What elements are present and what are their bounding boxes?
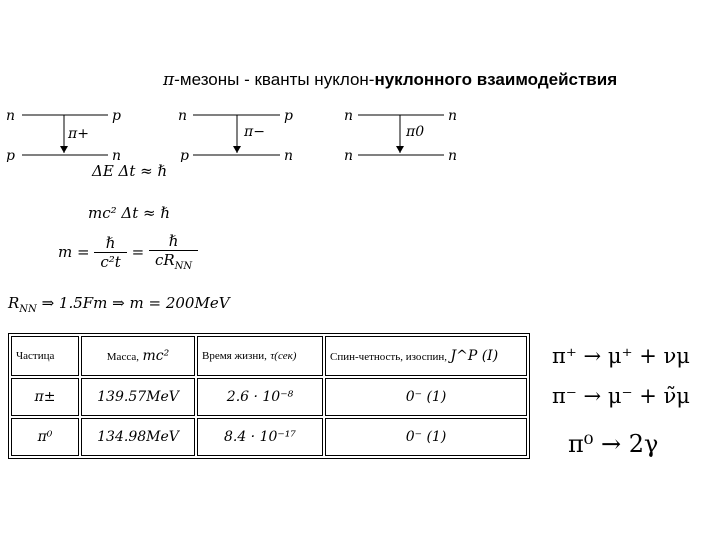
mass-frac2-den-wrap xyxy=(149,250,198,272)
title-bold: нуклонного взаимодействия xyxy=(374,70,618,89)
header-mass-math: mc² xyxy=(142,347,170,364)
diagram-pi-zero xyxy=(344,108,457,162)
diagram3-top-left: n xyxy=(344,108,354,124)
diagram2-exchange: π− xyxy=(244,124,265,140)
header-spin xyxy=(325,336,527,376)
mass-frac1-num: ℏ xyxy=(105,233,116,252)
decay-pi-plus: π⁺ → μ⁺ + νμ xyxy=(552,344,690,368)
table-header-row xyxy=(11,336,527,376)
diagram1-bottom-right: n xyxy=(112,148,122,162)
range-lhs-sub: NN xyxy=(19,304,37,315)
header-spin-text: Спин-четность, изоспин, xyxy=(330,350,447,363)
mass-fraction-1 xyxy=(94,234,126,271)
mass-frac2-den-sub: NN xyxy=(174,261,193,272)
range-lhs: R xyxy=(8,294,20,312)
title-prefix: π- xyxy=(163,70,180,90)
energy-time-equation: mc² Δt ≈ ℏ xyxy=(88,204,171,222)
row1-lifetime: 2.6 · 10⁻⁸ xyxy=(197,378,323,416)
table-row xyxy=(11,418,527,456)
range-equation xyxy=(8,294,230,315)
meson-properties-table xyxy=(8,333,530,459)
diagram1-exchange: π+ xyxy=(68,126,89,142)
diagram3-top-right: n xyxy=(448,108,458,124)
diagram2-top-right: p xyxy=(284,108,293,124)
mass-fraction-2 xyxy=(149,232,198,272)
title-text: мезоны - кванты нуклон- xyxy=(179,70,375,89)
diagram3-bottom-right: n xyxy=(448,148,458,162)
diagram1-bottom-left: p xyxy=(6,148,15,162)
mass-frac2-den: cR xyxy=(154,251,175,269)
row2-spin: 0⁻ (1) xyxy=(325,418,527,456)
header-lifetime-math: τ(сек) xyxy=(270,350,297,362)
row2-lifetime: 8.4 · 10⁻¹⁷ xyxy=(197,418,323,456)
row1-particle: π± xyxy=(11,378,79,416)
row2-mass: 134.98MeV xyxy=(81,418,195,456)
diagram2-top-left: n xyxy=(178,108,188,124)
header-particle: Частица xyxy=(11,336,79,376)
diagram3-bottom-left: n xyxy=(344,148,354,162)
row1-mass: 139.57MeV xyxy=(81,378,195,416)
row1-spin: 0⁻ (1) xyxy=(325,378,527,416)
diagram-pi-minus xyxy=(178,108,293,162)
page-title xyxy=(163,70,617,90)
diagram2-bottom-right: n xyxy=(284,148,294,162)
diagram2-bottom-left: p xyxy=(180,148,189,162)
decay-pi-minus: π⁻ → μ⁻ + ν̃μ xyxy=(552,384,690,408)
mass-eq-sign: = xyxy=(131,243,145,261)
diagram1-top-right: p xyxy=(112,108,121,124)
mass-frac1-den: c²t xyxy=(94,252,126,271)
diagram3-exchange: π0 xyxy=(406,124,425,140)
exchange-diagrams xyxy=(0,100,480,162)
range-rest: ⇒ 1.5Fm ⇒ m = 200MeV xyxy=(41,294,230,312)
header-spin-math: J^P (I) xyxy=(450,347,499,364)
decay-pi-zero: π⁰ → 2γ xyxy=(568,430,659,458)
header-lifetime xyxy=(197,336,323,376)
mass-frac2-num: ℏ xyxy=(168,232,179,250)
header-mass-text: Масса, xyxy=(106,350,139,363)
mass-lhs: m = xyxy=(58,243,90,261)
mass-equation xyxy=(58,232,198,272)
table-row xyxy=(11,378,527,416)
diagram-pi-plus xyxy=(6,108,121,162)
header-mass xyxy=(81,336,195,376)
uncertainty-equation: ΔE Δt ≈ ℏ xyxy=(92,162,168,180)
diagram1-top-left: n xyxy=(6,108,16,124)
row2-particle: π⁰ xyxy=(11,418,79,456)
header-lifetime-text: Время жизни, xyxy=(202,350,267,362)
